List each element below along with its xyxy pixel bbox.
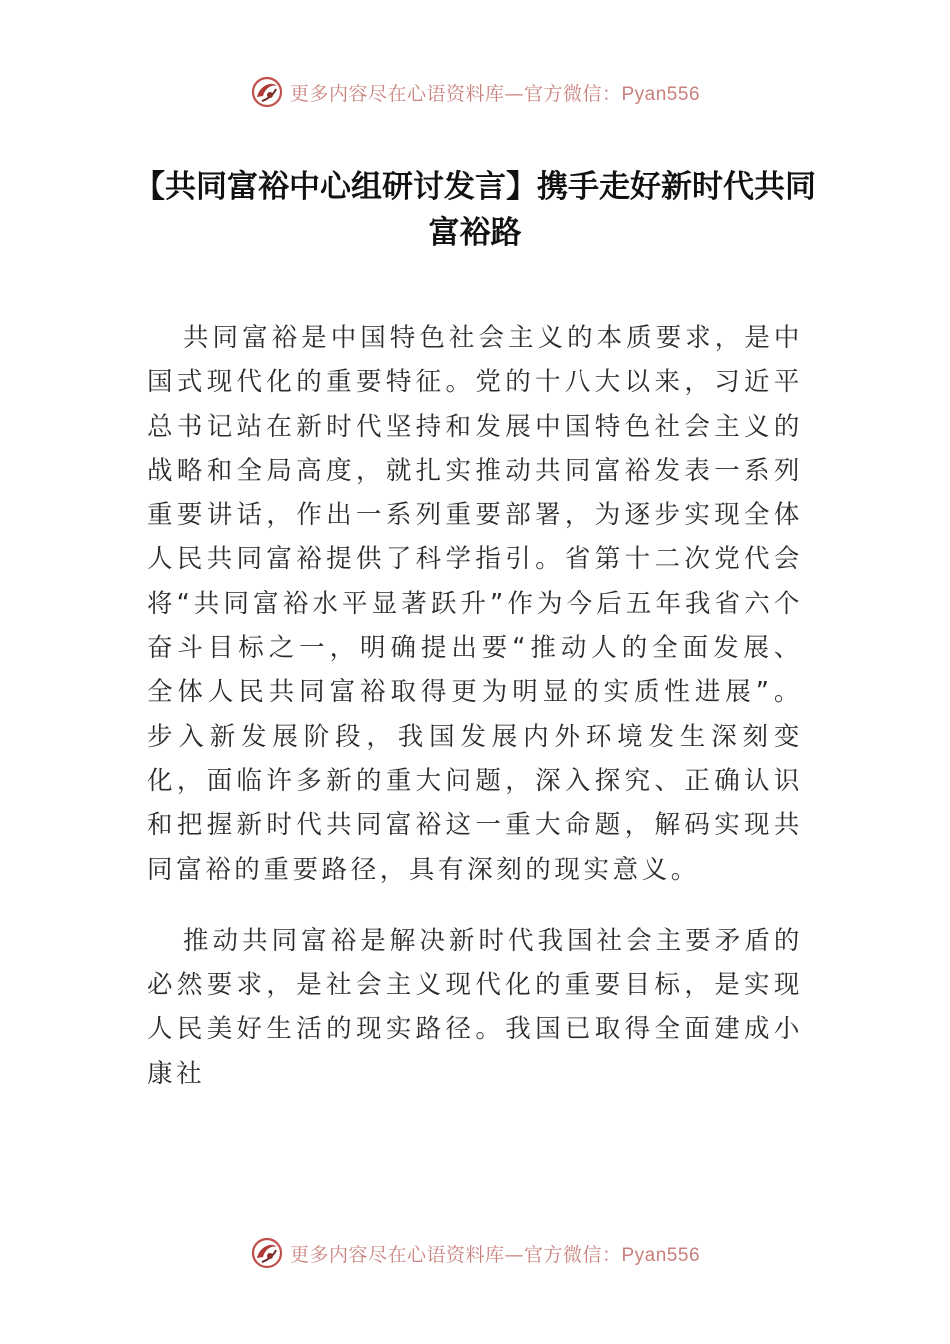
header-banner — [0, 72, 950, 112]
footer-banner-main: 更多内容尽在心语资料库—官方微信： — [289, 1243, 622, 1266]
header-banner-main: 更多内容尽在心语资料库—官方微信： — [289, 82, 622, 105]
footer-banner-text — [290, 1240, 700, 1267]
document-title: 【共同富裕中心组研讨发言】携手走好新时代共同富裕路 — [134, 169, 816, 251]
footer-banner — [0, 1233, 950, 1273]
paragraph-2: 推动共同富裕是解决新时代我国社会主要矛盾的必然要求，是社会主义现代化的重要目标，是实现人民美好生活的现实路径。我国已取得全面建成小康社 — [147, 925, 803, 1089]
footer-wechat-id: Pyan556 — [621, 1244, 701, 1266]
paragraph-1: 共同富裕是中国特色社会主义的本质要求，是中国式现代化的重要特征。党的十八大以来，习近平总书记站在新时代坚持和发展中国特色社会主义的战略和全局高度，就扎实推动共同富裕发表一系列重要讲话，作出一系列重要部署，为逐步实现全体人民共同富裕提供了科学指引。省第十二次党代会将“共同富裕水平显著跃升”作为今后五年我省六个奋斗目标之一，明确提出要“推动人的全面发展、全体人民共同富裕取得更为明显的实质性进展”。步入新发展阶段，我国发展内外环境发生深刻变化，面临许多新的重大问题，深入探究、正确认识和把握新时代共同富裕这一重大命题，解码实现共同富裕的重要路径，具有深刻的现实意义。 — [147, 323, 803, 885]
swirl-logo-icon — [250, 75, 284, 109]
header-wechat-id: Pyan556 — [621, 83, 701, 105]
header-banner-text — [290, 79, 700, 106]
document-body — [147, 316, 803, 1123]
swirl-logo-icon — [250, 1236, 284, 1270]
